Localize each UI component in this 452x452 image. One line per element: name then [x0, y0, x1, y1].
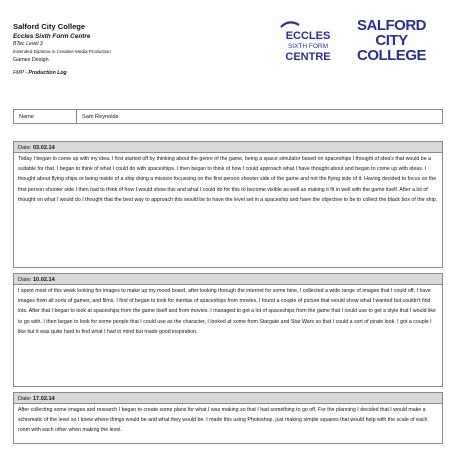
subject-name: Games Design [13, 57, 49, 63]
salford-logo-line-1: SALFORD [357, 17, 426, 34]
eccles-logo-line-1: ECCLES [285, 30, 331, 42]
log-title [13, 68, 443, 78]
entry-date-bar [14, 393, 442, 404]
entry-text: After collecting some images and research I began to create some plans for what I was making so that I had something to go off. For the planning I decided that I would make a schismatic of the level so I knew where things would be and what they would be. I made this using Photoshop, just making simple squares that would help with the scale of each room with each other when making the level. [18, 407, 428, 434]
college-name: Salford City College [13, 22, 86, 31]
salford-city-college-logo [344, 18, 439, 66]
entry-date-bar [14, 274, 442, 285]
name-label: Name [14, 110, 77, 123]
date-label: Date: [18, 144, 33, 151]
log-entry [13, 141, 443, 268]
eccles-logo-line-3: CENTRE [285, 51, 331, 63]
fmp-prefix: FMP - [13, 70, 29, 76]
date-label: Date: [18, 395, 33, 402]
eccles-logo-swoosh [281, 22, 299, 27]
entry-date: 03.02.14 [32, 144, 55, 151]
name-value: Sam Reynolds [82, 114, 119, 120]
course-level: BTec Level 3 [13, 41, 43, 47]
log-entry [13, 273, 443, 387]
date-label: Date: [18, 276, 33, 283]
entry-date-bar [14, 142, 442, 153]
centre-name: Eccles Sixth Form Centre [13, 33, 91, 40]
entry-text: I spent most of this week looking for images to make up my mood board, after looking through the internet for some time, I collected a wide range of images that I could off, I have images from all sorts of games, and films. I first of began to look for inertias of spaceships from movies, I found a couple of picture that would show what I wanted but couldn't find lots. After that I began to look at spaceships from the game itself and from movies. I managed to get a lot of spaceships from the game that I could use to get a style that I would like to go with. I then began to look for some people that I could use as the character, I looked at some from Stargate and Star Wars so that I could a sort of pirate look, I got a couple I like but it was quite hard to find what I had in mind but made good inspiration. [18, 288, 436, 335]
salford-logo-line-2: CITY [375, 32, 408, 49]
production-log-title: Production Log [28, 70, 67, 76]
entry-text: Today I began to come up with my idea. I first started off by thinking about the genre of the game, being a space simulator based on spaceships I thought of idea's that would be a suitable for that. I began to think of what I could do with spaceships. I then began to think of how I could approach what I have thought about and began to come up with ideas. I thought about flying ships or being inside of a ship doing a mission focussing on the first person shooter side of the game and not the flying side of it. Having decided to focus on the first person shooter side I then had to think of how I would show this and what I could do for this to become visible as well as making it fit in well with the game itself. After a lot of thought on what I would do I thought that the best way to approach this would be to have the level set in a spaceship and have the objective to be to collect the black box of the ship. [18, 156, 438, 203]
salford-logo-line-3: COLLEGE [356, 47, 426, 64]
entry-date: 17.02.14 [32, 395, 55, 402]
entry-date: 10.02.14 [32, 276, 55, 283]
log-entry [13, 392, 443, 444]
diploma-title: Extended Diploma in Creative Media Production [13, 49, 111, 54]
eccles-logo-line-2: SIXTH FORM [287, 43, 329, 50]
eccles-logo [277, 17, 339, 67]
name-row [13, 109, 443, 124]
